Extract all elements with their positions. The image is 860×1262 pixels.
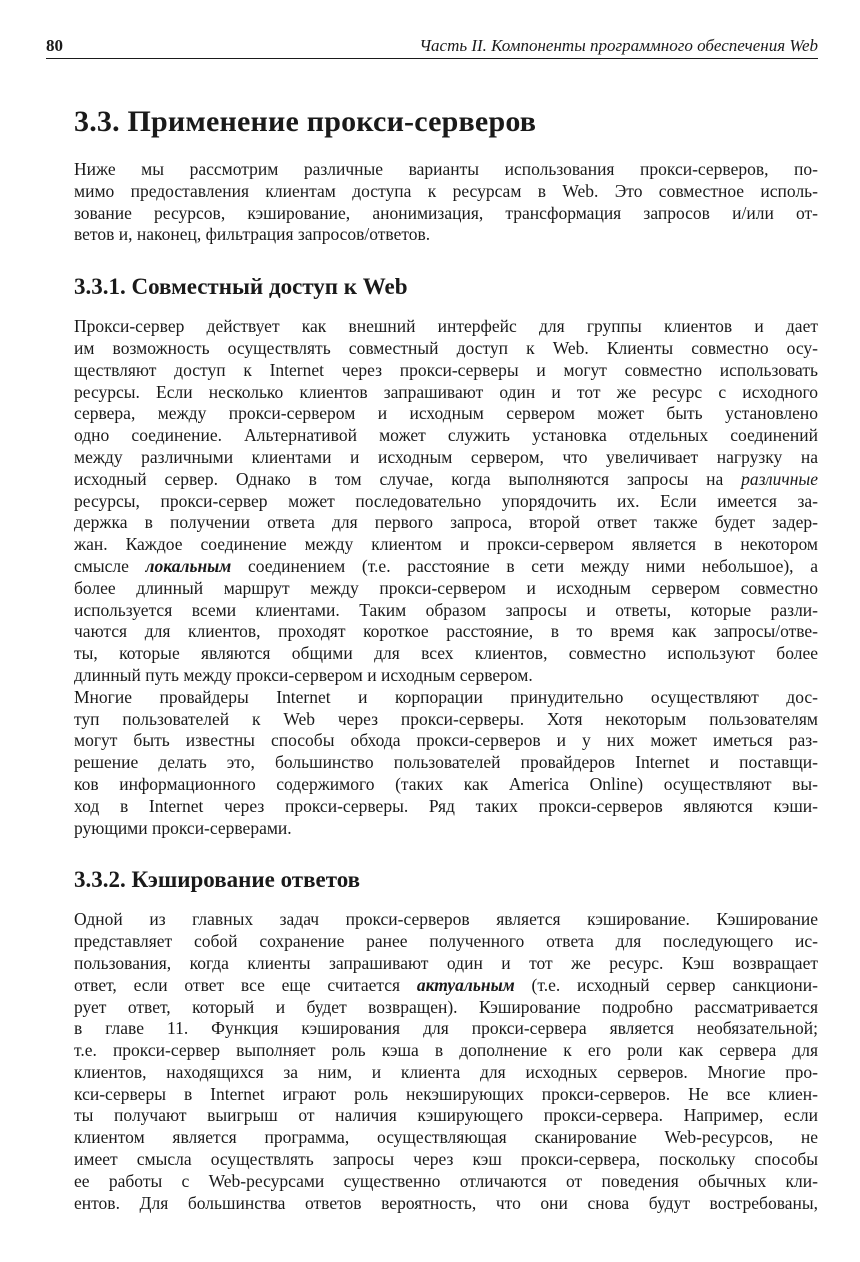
text-line: держка в получении ответа для первого запроса, второй ответ также будет задер- — [74, 512, 818, 533]
text-line: Прокси-сервер действует как внешний интерфейс для группы клиентов и дает — [74, 316, 818, 337]
text-line: рующими прокси-серверами. — [74, 817, 292, 838]
text-line: ков информационного содержимого (таких как America Online) осуществляют вы- — [74, 773, 818, 794]
subsection-title-caching: 3.3.2. Кэширование ответов — [74, 867, 361, 893]
shared-access-paragraph-2 — [74, 687, 818, 840]
text-line: ты получают выигрыш от наличия кэширующего прокси-сервера. Например, если — [74, 1105, 818, 1126]
section-title: 3.3. Применение прокси-серверов — [74, 105, 537, 138]
text-line: Одной из главных задач прокси-серверов является кэширование. Кэширование — [74, 909, 818, 930]
emphasis-text: локальным — [145, 555, 232, 576]
text-line: имеет смысла осуществлять запросы через кэш прокси-сервера, поскольку способы — [74, 1149, 818, 1170]
text-line: ществляют доступ к Internet через прокси-серверы и могут совместно использовать — [74, 359, 818, 380]
text-line: зование ресурсов, кэширование, анонимизация, трансформация запросов и/или от- — [74, 202, 818, 223]
text-line — [74, 556, 818, 578]
text-line: ресурсы, прокси-сервер может последовательно упорядочить их. Если имеется за- — [74, 490, 818, 511]
text-line: используется всеми клиентами. Таким образом запросы и ответы, которые разли- — [74, 599, 818, 620]
text-line: ресурсы. Если несколько клиентов запрашивают один и тот же ресурс с исходного — [74, 381, 818, 402]
text-run: смысле — [74, 555, 146, 576]
text-line: клиентов, находящихся за ним, и клиента для исходных серверов. Многие про- — [74, 1061, 818, 1082]
text-line: т.е. прокси-сервер выполняет роль кэша в дополнение к его роли как сервера для — [74, 1040, 818, 1061]
text-line: Ниже мы рассмотрим различные варианты использования прокси-серверов, по- — [74, 159, 818, 179]
text-line: одно соединение. Альтернативой может служить установка отдельных соединений — [74, 425, 818, 446]
book-page — [46, 36, 818, 1214]
caching-paragraph — [74, 909, 818, 1214]
text-line: чаются для клиентов, проходят короткое расстояние, в то время как запросы/отве- — [74, 621, 818, 642]
text-line: ты, которые являются общими для всех клиентов, совместно используют более — [74, 643, 818, 664]
page-number: 80 — [46, 36, 63, 55]
text-line: туп пользователей к Web через прокси-серверы. Хотя некоторым пользователям — [74, 708, 818, 729]
text-line: пользования, когда клиенты запрашивают один и тот же ресурс. Кэш возвращает — [74, 952, 818, 973]
emphasis-text: различные — [741, 468, 818, 489]
text-run: исходный сервер. Однако в том случае, когда выполняются запросы на — [74, 468, 742, 489]
text-line: ветов и, наконец, фильтрация запросов/ответов. — [74, 224, 431, 245]
text-line: представляет собой сохранение ранее полученного ответа для последующего ис- — [74, 931, 818, 952]
text-line: рует ответ, который и будет возвращен). Кэширование подробно рассматривается — [74, 996, 818, 1017]
text-run: (т.е. исходный сервер санкциони- — [514, 974, 818, 995]
text-run: соединением (т.е. расстояние в сети между ними небольшое), а — [231, 555, 818, 576]
text-line: ентов. Для большинства ответов вероятность, что они снова будут востребованы, — [74, 1192, 818, 1213]
text-line: решение делать это, большинство пользователей провайдеров Internet и поставщи- — [74, 752, 818, 773]
text-run: ответ, если ответ все еще считается — [74, 974, 417, 995]
text-line: ход в Internet через прокси-серверы. Ряд таких прокси-серверов являются кэши- — [74, 795, 818, 816]
running-header — [46, 36, 818, 59]
text-line: могут быть известны способы обхода прокси-серверов и у них может иметься раз- — [74, 730, 818, 751]
text-line: длинный путь между прокси-сервером и исходным сервером. — [74, 664, 533, 685]
text-line — [74, 469, 818, 491]
emphasis-text: актуальным — [416, 974, 515, 995]
text-line: им возможность осуществлять совместный доступ к Web. Клиенты совместно осу- — [74, 337, 818, 358]
text-line — [74, 975, 818, 997]
text-line: между различными клиентами и исходным сервером, что увеличивает нагрузку на — [74, 446, 818, 467]
text-line: жан. Каждое соединение между клиентом и прокси-сервером является в некотором — [74, 534, 818, 555]
text-line: Многие провайдеры Internet и корпорации принудительно осуществляют дос- — [74, 686, 818, 707]
intro-paragraph — [74, 159, 818, 246]
text-line: сервера, между прокси-сервером и исходным сервером может быть установлено — [74, 403, 818, 424]
text-line: более длинный маршрут между прокси-сервером и исходным сервером совместно — [74, 577, 818, 598]
running-title: Часть II. Компоненты программного обеспечения Web — [419, 36, 818, 55]
text-line: ее работы с Web-ресурсами существенно отличаются от поведения обычных кли- — [74, 1170, 818, 1191]
text-line: кси-серверы в Internet играют роль некэширующих прокси-серверов. Не все клиен- — [74, 1083, 818, 1104]
shared-access-paragraph-1 — [74, 316, 818, 687]
subsection-title-shared-access: 3.3.1. Совместный доступ к Web — [74, 274, 408, 300]
text-line: клиентом является программа, осуществляющая сканирование Web-ресурсов, не — [74, 1127, 818, 1148]
text-line: в главе 11. Функция кэширования для прокси-сервера является необязательной; — [74, 1018, 818, 1039]
text-line: мимо предоставления клиентам доступа к ресурсам в Web. Это совместное исполь- — [74, 180, 818, 201]
